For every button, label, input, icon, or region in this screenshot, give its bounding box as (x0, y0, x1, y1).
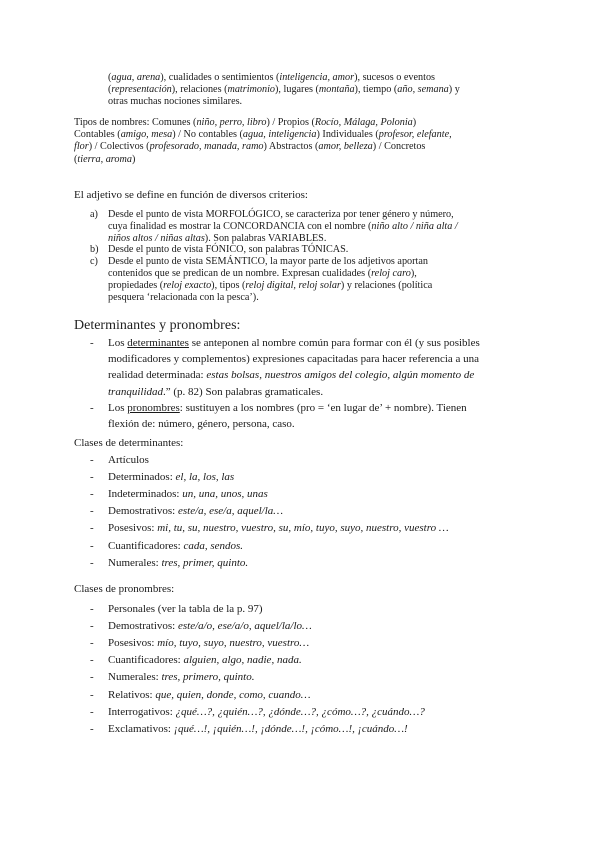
example-text: alguien, algo, nadie, nada. (183, 654, 302, 667)
example-text: tranquilidad (108, 385, 164, 398)
example-text: profesor, elefante, (378, 129, 452, 141)
text-line: pesquera ‘relacionada con la pesca’). (108, 291, 259, 303)
text-line: propiedades (reloj exacto), tipos (reloj digital, reloj solar) y relaciones (política (108, 279, 433, 291)
text-line: Desde el punto de vista FÓNICO, son palabras TÓNICAS. (108, 244, 349, 256)
list-marker: a) (90, 209, 98, 220)
list-item-text: Cuantificadores: alguien, algo, nadie, nada. (108, 654, 302, 667)
text-line: modificadores y complementos) expresiones capacitadas para hacer referencia a una (108, 353, 480, 366)
list-item-text: Demostrativos: este/a/o, ese/a/o, aquel/la/lo… (108, 620, 312, 633)
example-text: representación (111, 84, 172, 96)
list-item-text: Relativos: que, quien, donde, como, cuando… (108, 688, 311, 701)
text-line: Los pronombres: sustituyen a los nombres (pro = ‘en lugar de’ + nombre). Tienen (108, 401, 467, 414)
text-line: flor) / Colectivos (profesorado, manada, ramo) Abstractos (amor, belleza) / Concretos (74, 141, 426, 153)
text-line: Los determinantes se anteponen al nombre común para formar con él (y sus posibles (108, 337, 480, 349)
example-text: agua, arena (111, 72, 161, 83)
text-line: (tierra, aroma) (74, 153, 136, 165)
list-item-text: Numerales: tres, primero, quinto. (108, 671, 255, 684)
list-marker: - (90, 522, 94, 535)
section-heading: Determinantes y pronombres: (74, 318, 241, 333)
list-item-text: Exclamativos: ¡qué…!, ¡quién…!, ¡dónde…!, ¡cómo…!, ¡cuándo…! (108, 722, 408, 735)
example-text: este/a/o, ese/a/o, aquel/la/lo… (177, 620, 312, 633)
top-paragraph (108, 72, 548, 109)
example-text: reloj caro (371, 267, 411, 279)
text-line: (representación), relaciones (matrimonio), lugares (montaña), tiempo (año, semana) y (108, 84, 460, 96)
list-marker: - (90, 471, 94, 484)
text-line: Tipos de nombres: Comunes (niño, perro, libro) / Propios (Rocío, Málaga, Polonia) (74, 117, 417, 128)
example-text: ¿qué…?, ¿quién…?, ¿dónde…?, ¿cómo…?, ¿cuándo…? (175, 705, 425, 718)
list-item-text: Posesivos: mi, tu, su, nuestro, vuestro, su, mío, tuyo, suyo, nuestro, vuestro … (108, 522, 449, 535)
list-marker: - (90, 688, 94, 701)
clases-pronombres-title: Clases de pronombres: (74, 583, 175, 595)
list-item-text: Personales (ver la tabla de la p. 97) (108, 603, 263, 615)
list-item-text: Cuantificadores: cada, sendos. (108, 539, 244, 552)
underlined-term: pronombres (127, 401, 180, 414)
example-text: tierra, aroma (77, 153, 132, 165)
example-text: mi, tu, su, nuestro, vuestro, su, mío, tuyo, suyo, nuestro, vuestro … (157, 522, 449, 535)
list-item-text: Indeterminados: un, una, unos, unas (108, 488, 268, 501)
clases-determinantes-title: Clases de determinantes: (74, 437, 184, 449)
example-text: un, una, unos, unas (182, 488, 268, 501)
text-line: otras muchas nociones similares. (108, 96, 243, 108)
example-text: mío, tuyo, suyo, nuestro, vuestro… (157, 637, 310, 650)
text-line: flexión de: número, género, persona, caso. (108, 417, 295, 430)
example-text: flor (74, 141, 89, 153)
example-text: matrimonio (227, 84, 276, 96)
list-marker: b) (90, 244, 99, 256)
list-marker: - (90, 705, 94, 718)
list-marker: - (90, 722, 94, 735)
text-line: (agua, arena), cualidades o sentimientos (inteligencia, amor), sucesos o eventos (108, 72, 435, 83)
example-text: estas bolsas, nuestros amigos del colegio, algún momento de (206, 369, 475, 382)
example-text: inteligencia, amor (279, 72, 355, 83)
list-item-text: Artículos (108, 454, 149, 466)
list-marker: - (90, 401, 94, 414)
text-line: cuya finalidad es mostrar la CONCORDANCIA con el nombre (niño alto / niña alta / (108, 220, 458, 232)
example-text: reloj digital, reloj solar (245, 279, 341, 291)
example-text: tres, primero, quinto. (161, 671, 255, 684)
example-text: profesorado, manada, ramo (149, 141, 264, 153)
list-marker: - (90, 488, 94, 501)
example-text: tres, primer, quinto. (161, 556, 249, 569)
noun-types-paragraph (74, 117, 544, 166)
list-item-text: Interrogativos: ¿qué…?, ¿quién…?, ¿dónde…?, ¿cómo…?, ¿cuándo…? (108, 705, 425, 718)
list-marker: c) (90, 256, 98, 268)
text-line: niños altos / niñas altas). Son palabras VARIABLES. (108, 232, 327, 244)
text-line: Desde el punto de vista SEMÁNTICO, la mayor parte de los adjetivos aportan (108, 256, 428, 268)
list-item-text: Posesivos: mío, tuyo, suyo, nuestro, vuestro… (108, 637, 310, 650)
list-item-text: Determinados: el, la, los, las (108, 471, 235, 484)
example-text: el, la, los, las (175, 471, 235, 484)
list-marker: - (90, 556, 94, 569)
example-text: niños altos / niñas altas (108, 232, 205, 244)
example-text: que, quien, donde, como, cuando… (155, 688, 311, 701)
example-text: reloj exacto (163, 279, 212, 291)
list-marker: - (90, 654, 94, 667)
example-text: este/a, ese/a, aquel/la… (177, 505, 284, 518)
example-text: año, semana (397, 84, 449, 96)
list-marker: - (90, 505, 94, 518)
list-marker: - (90, 637, 94, 650)
example-text: Rocío, Málaga, Polonia (314, 117, 413, 128)
example-text: ¡qué…!, ¡quién…!, ¡dónde…!, ¡cómo…!, ¡cuándo…! (173, 722, 408, 735)
underlined-term: determinantes (127, 337, 189, 349)
text-line: tranquilidad.” (p. 82) Son palabras gramaticales. (108, 385, 324, 398)
text-line: contenidos que se predican de un nombre. Expresan cualidades (reloj caro), (108, 267, 417, 279)
example-text: niño alto / niña alta / (371, 220, 458, 232)
list-marker: - (90, 337, 94, 349)
example-text: niño, perro, libro (196, 117, 267, 128)
example-text: amigo, mesa (120, 129, 173, 141)
list-marker: - (90, 454, 94, 466)
list-item-text: Demostrativos: este/a, ese/a, aquel/la… (108, 505, 284, 518)
example-text: amor, belleza (318, 141, 373, 153)
text-line: Contables (amigo, mesa) / No contables (agua, inteligencia) Individuales (profesor, elefante, (74, 129, 452, 141)
text-line: realidad determinada: estas bolsas, nuestros amigos del colegio, algún momento de (108, 369, 475, 382)
list-marker: - (90, 671, 94, 684)
list-marker: - (90, 539, 94, 552)
example-text: cada, sendos. (183, 539, 244, 552)
example-text: montaña (318, 84, 355, 96)
text-line: Desde el punto de vista MORFOLÓGICO, se caracteriza por tener género y número, (108, 209, 454, 220)
example-text: agua, inteligencia (242, 129, 317, 141)
list-item-text: Numerales: tres, primer, quinto. (108, 556, 249, 569)
list-marker: - (90, 603, 94, 615)
adjective-intro: El adjetivo se define en función de diversos criterios: (74, 189, 308, 201)
list-marker: - (90, 620, 94, 633)
